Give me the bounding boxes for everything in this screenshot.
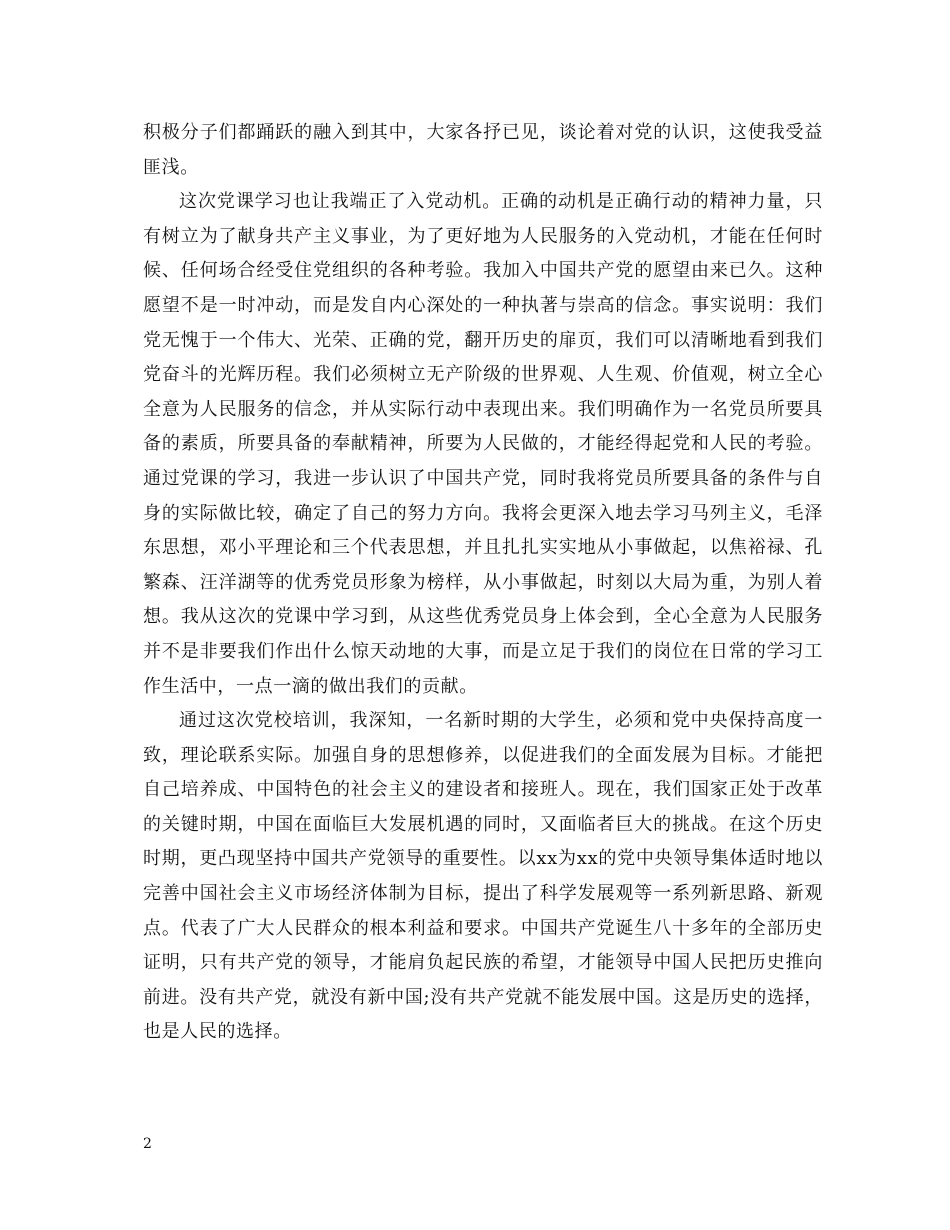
paragraph-1: 积极分子们都踊跃的融入到其中，大家各抒已见，谈论着对党的认识，这使我受益匪浅。 bbox=[143, 122, 823, 178]
document-body bbox=[143, 116, 823, 1050]
paragraph-2: 这次党课学习也让我端正了入党动机。正确的动机是正确行动的精神力量，只有树立为了献身共产主义事业，为了更好地为人民服务的入党动机，才能在任何时候、任何场合经受住党组织的各种考验。我加入中国共产党的愿望由来已久。这种愿望不是一时冲动，而是发自内心深处的一种执著与崇高的信念。事实说明：我们党无愧于一个伟大、光荣、正确的党，翻开历史的扉页，我们可以清晰地看到我们党奋斗的光辉历程。我们必须树立无产阶级的世界观、人生观、价值观，树立全心全意为人民服务的信念，并从实际行动中表现出来。我们明确作为一名党员所要具备的素质，所要具备的奉献精神，所要为人民做的，才能经得起党和人民的考验。通过党课的学习，我进一步认识了中国共产党，同时我将党员所要具备的条件与自身的实际做比较，确定了自己的努力方向。我将会更深入地去学习马列主义，毛泽东思想，邓小平理论和三个代表思想，并且扎扎实实地从小事做起，以焦裕禄、孔繁森、汪洋湖等的优秀党员形象为榜样，从小事做起，时刻以大局为重，为别人着想。我从这次的党课中学习到，从这些优秀党员身上体会到，全心全意为人民服务并不是非要我们作出什么惊天动地的大事，而是立足于我们的岗位在日常的学习工作生活中，一点一滴的做出我们的贡献。 bbox=[143, 191, 823, 697]
paragraph-3: 通过这次党校培训，我深知，一名新时期的大学生，必须和党中央保持高度一致，理论联系实际。加强自身的思想修养，以促进我们的全面发展为目标。才能把自己培养成、中国特色的社会主义的建设者和接班人。现在，我们国家正处于改革的关键时期，中国在面临巨大发展机遇的同时，又面临者巨大的挑战。在这个历史时期，更凸现坚持中国共产党领导的重要性。以xx为xx的党中央领导集体适时地以完善中国社会主义市场经济体制为目标，提出了科学发展观等一系列新思路、新观点。代表了广大人民群众的根本利益和要求。中国共产党诞生八十多年的全部历史证明，只有共产党的领导，才能肩负起民族的希望，才能领导中国人民把历史推向前进。没有共产党，就没有新中国;没有共产党就不能发展中国。这是历史的选择，也是人民的选择。 bbox=[143, 710, 823, 1043]
page-number: 2 bbox=[143, 1136, 152, 1152]
